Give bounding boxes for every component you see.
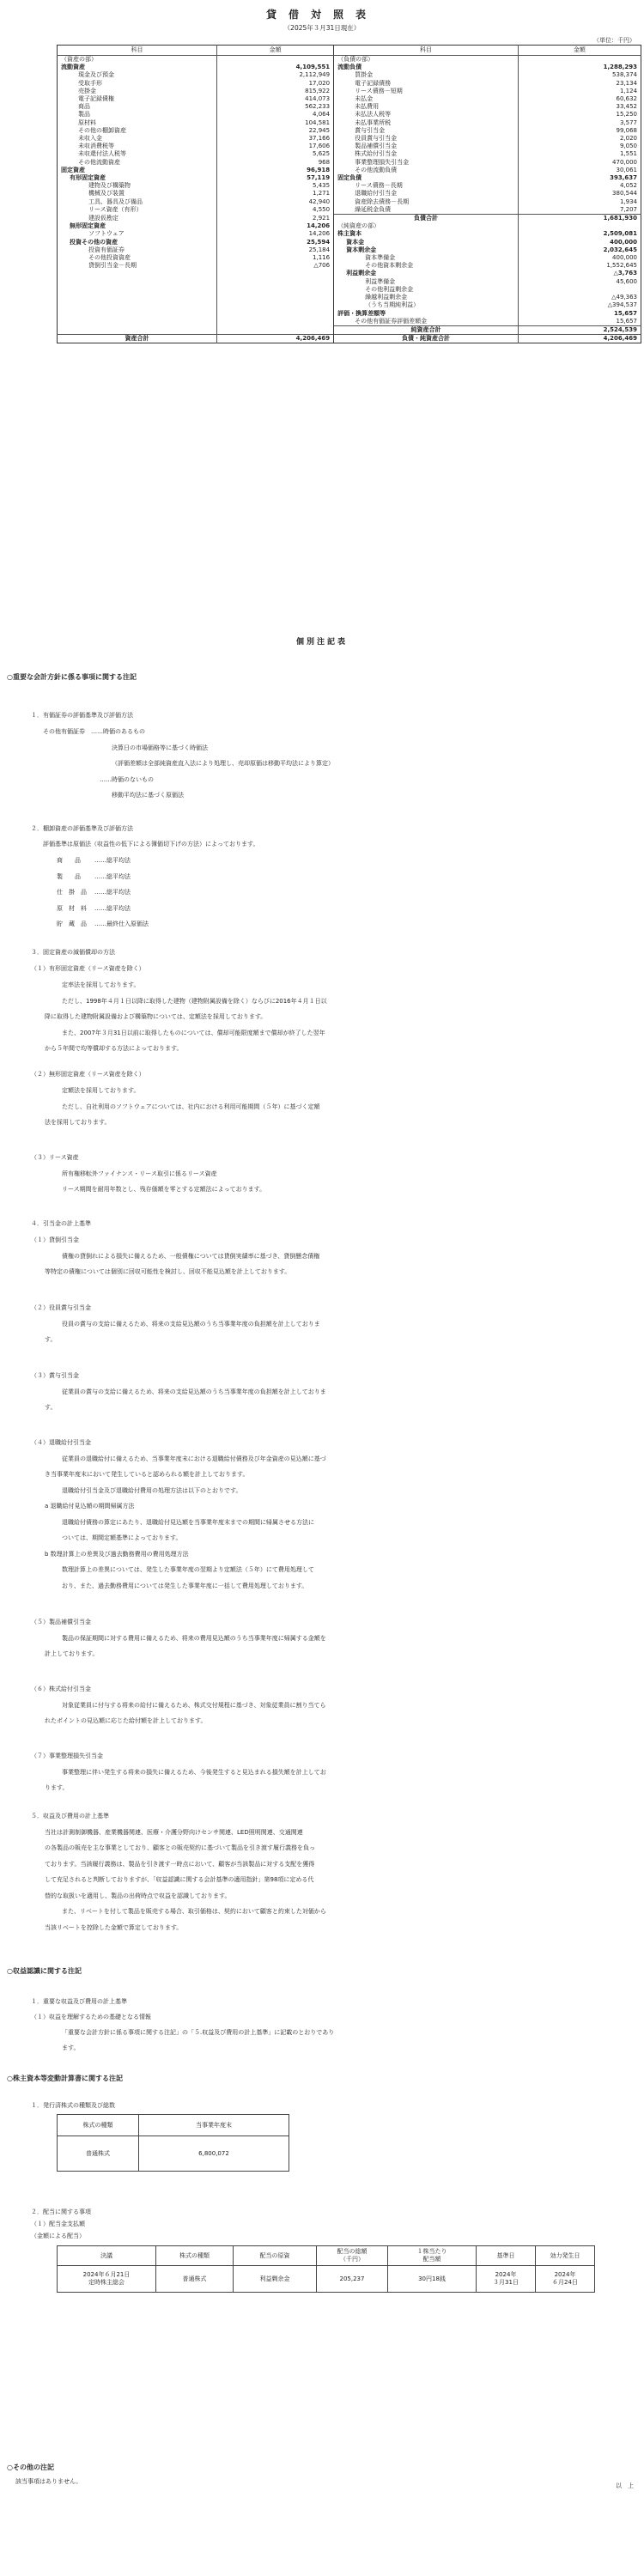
dividend-cell: 2024年 ３月31日 bbox=[477, 2266, 536, 2293]
document-title: 貸借対照表 bbox=[265, 9, 378, 21]
right-item-amount: 15,657 bbox=[518, 318, 641, 326]
note-line: の各製品の販売を主な事業としており、顧客との販売契約に基づいて製品を引き渡す履行義務を負っ bbox=[45, 1844, 315, 1851]
left-item-label: 電子記録債権 bbox=[78, 95, 114, 103]
left-empty-cell bbox=[217, 318, 334, 326]
right-item-label: 利益剰余金 bbox=[334, 270, 519, 277]
balance-sheet-row bbox=[58, 335, 641, 343]
right-item-amount: 23,134 bbox=[518, 80, 641, 88]
note-line: （評価差額は全部純資産直入法により処理し、売却原価は移動平均法により算定） bbox=[112, 760, 334, 767]
left-item-label: 機械及び装置 bbox=[88, 190, 125, 197]
section-heading: ○重要な会計方針に係る事項に関する注記 bbox=[7, 673, 137, 681]
right-item-amount: 4,206,469 bbox=[518, 335, 641, 343]
inventory-category: 原 材 料 bbox=[57, 904, 87, 912]
left-item-amount: 4,064 bbox=[217, 111, 334, 118]
inventory-method: ……最終仕入原価法 bbox=[94, 920, 149, 927]
balance-sheet-body bbox=[58, 46, 641, 343]
right-item-amount: 33,452 bbox=[518, 103, 641, 111]
balance-sheet-row bbox=[58, 127, 641, 135]
note-line: １．有価証券の評価基準及び評価方法 bbox=[31, 712, 133, 719]
header-amount: 金額 bbox=[217, 46, 334, 56]
right-item-amount: 4,052 bbox=[518, 182, 641, 190]
dividend-cell: 効力発生日 bbox=[536, 2246, 595, 2266]
note-line: 計上しております。 bbox=[45, 1650, 99, 1657]
left-item-amount: 22,945 bbox=[217, 127, 334, 135]
note-line: 製品の保証期間に対する費用に備えるため、将来の費用見込額のうち当事業年度に帰属する金額を bbox=[62, 1635, 326, 1642]
right-item-label: 負債合計 bbox=[334, 215, 519, 223]
balance-sheet-row bbox=[58, 239, 641, 246]
note-line: 降に取得した建物附属設備および構築物については、定額法を採用しております。 bbox=[45, 1013, 267, 1020]
left-empty-cell bbox=[58, 278, 217, 286]
dividend-cell: 株式の種類 bbox=[156, 2246, 234, 2266]
left-item-amount: 4,206,469 bbox=[217, 335, 334, 343]
shares-cell: 普通株式 bbox=[58, 2136, 139, 2172]
left-item-amount: △706 bbox=[217, 262, 334, 270]
note-line: 移動平均法に基づく原価法 bbox=[112, 792, 184, 799]
note-line: （１）配当金支払額 bbox=[31, 2221, 85, 2227]
left-item-amount: 815,922 bbox=[217, 88, 334, 95]
note-line: b 数理計算上の差異及び過去勤務費用の費用処理方法 bbox=[45, 1551, 189, 1558]
note-line: ……時価のないもの bbox=[100, 776, 154, 783]
right-item-label: 負債・純資産合計 bbox=[334, 335, 519, 343]
note-line: ただし、自社利用のソフトウェアについては、社内における利用可能期間（５年）に基づく定額 bbox=[62, 1103, 320, 1110]
section-heading: ○収益認識に関する注記 bbox=[7, 1967, 82, 1975]
balance-sheet-row bbox=[58, 301, 641, 309]
left-item-amount: 37,166 bbox=[217, 135, 334, 143]
left-item-label: 資産合計 bbox=[58, 335, 217, 343]
dividend-cell: 普通株式 bbox=[156, 2266, 234, 2293]
note-line: 従業員の退職給付に備えるため、当事業年度末における退職給付債務及び年金資産の見込額に基づ bbox=[62, 1455, 326, 1462]
left-item-amount: 968 bbox=[217, 159, 334, 167]
balance-sheet-row bbox=[58, 167, 641, 174]
note-line: から５年間で均等償却する方法によっております。 bbox=[45, 1045, 183, 1052]
note-line: １．発行済株式の種類及び総数 bbox=[31, 2102, 115, 2109]
note-line: おり、また、過去勤務費用については発生した事業年度に一括して費用処理しております。 bbox=[62, 1583, 308, 1589]
right-item-amount: 1,934 bbox=[518, 198, 641, 206]
balance-sheet-row bbox=[58, 278, 641, 286]
section-heading: ○株主資本等変動計算書に関する注記 bbox=[7, 2075, 123, 2082]
right-item-amount: 1,552,645 bbox=[518, 262, 641, 270]
right-item-label: 資本剰余金 bbox=[334, 246, 519, 254]
right-item-label: （負債の部） bbox=[334, 56, 519, 64]
left-item-amount: 414,073 bbox=[217, 95, 334, 103]
left-item-amount: 4,550 bbox=[217, 206, 334, 215]
left-item-label: 受取手形 bbox=[78, 79, 102, 87]
inventory-category: 製 品 bbox=[57, 872, 81, 880]
left-item-amount: 25,184 bbox=[217, 246, 334, 254]
note-line: （１）収益を理解するための基礎となる情報 bbox=[31, 2014, 151, 2020]
left-empty-cell bbox=[217, 301, 334, 309]
right-item-amount: 15,657 bbox=[518, 310, 641, 318]
balance-sheet-row bbox=[58, 190, 641, 197]
note-line: ３．固定資産の減価償却の方法 bbox=[31, 949, 115, 956]
right-item-label: 流動負債 bbox=[334, 64, 519, 71]
left-item-label: 投資有価証券 bbox=[88, 246, 125, 253]
note-line: （１）貸倒引当金 bbox=[31, 1236, 79, 1243]
dividend-cell: 配当の原資 bbox=[234, 2246, 317, 2266]
right-item-label: 製品補償引当金 bbox=[334, 143, 519, 150]
dividend-row bbox=[58, 2246, 595, 2266]
right-item-amount: 15,250 bbox=[518, 111, 641, 118]
right-item-label: 買掛金 bbox=[334, 71, 519, 79]
note-line: 対象従業員に付与する将来の給付に備えるため、株式交付規程に基づき、対象従業員に割り当てら bbox=[62, 1702, 326, 1709]
balance-sheet-row bbox=[58, 135, 641, 143]
balance-sheet-row bbox=[58, 143, 641, 150]
balance-sheet-row bbox=[58, 56, 641, 64]
right-item-amount: △3,763 bbox=[518, 270, 641, 277]
note-line: 評価基準は原価法（収益性の低下による簿価切下げの方法）によっております。 bbox=[43, 841, 259, 848]
left-item-label: 商品 bbox=[78, 103, 90, 111]
right-item-amount: 2,032,645 bbox=[518, 246, 641, 254]
left-empty-cell bbox=[58, 270, 217, 277]
note-line: 替的な取扱いを適用し、製品の出荷時点で収益を認識しております。 bbox=[45, 1893, 231, 1899]
note-line: 事業整理に伴い発生する将来の損失に備えるため、今後発生すると見込まれる損失額を計上してお bbox=[62, 1769, 326, 1776]
dividend-cell: 2024年６月21日 定時株主総会 bbox=[58, 2266, 156, 2293]
right-item-label: 評価・換算差額等 bbox=[334, 310, 519, 318]
left-item-amount: 14,206 bbox=[217, 230, 334, 238]
right-item-label: 資産除去債務－長期 bbox=[334, 198, 519, 206]
note-line: （３）リース資産 bbox=[31, 1154, 79, 1161]
balance-sheet-row bbox=[58, 64, 641, 71]
right-item-amount: 45,600 bbox=[518, 278, 641, 286]
left-item-amount: 2,921 bbox=[217, 215, 334, 223]
left-empty-cell bbox=[58, 310, 217, 318]
dividend-cell: 決議 bbox=[58, 2246, 156, 2266]
left-item-label: 有形固定資産 bbox=[70, 174, 106, 182]
dividend-cell: 205,237 bbox=[317, 2266, 388, 2293]
left-item-label: 貸倒引当金－長期 bbox=[88, 262, 137, 270]
balance-sheet-row bbox=[58, 119, 641, 127]
note-line: す。 bbox=[45, 1404, 57, 1411]
left-item-label: 製品 bbox=[78, 111, 90, 118]
left-item-label: 売掛金 bbox=[78, 87, 96, 94]
left-item-amount: 5,625 bbox=[217, 150, 334, 158]
right-item-amount: 470,000 bbox=[518, 159, 641, 167]
shares-cell: 6,800,072 bbox=[139, 2136, 289, 2172]
note-line: 等特定の債権については個別に回収可能性を検討し、回収不能見込額を計上しております。 bbox=[45, 1268, 291, 1275]
left-item-amount: 57,119 bbox=[217, 174, 334, 182]
right-item-amount: 1,288,293 bbox=[518, 64, 641, 71]
header-item: 科目 bbox=[334, 46, 519, 56]
right-item-amount: 400,000 bbox=[518, 239, 641, 246]
right-item-amount: 2,509,081 bbox=[518, 230, 641, 238]
dividend-cell: 基準日 bbox=[477, 2246, 536, 2266]
note-line: 数理計算上の差異については、発生した事業年度の翌期より定額法（５年）にて費用処理して bbox=[62, 1566, 314, 1573]
left-empty-cell bbox=[217, 270, 334, 277]
left-item-amount: 14,206 bbox=[217, 222, 334, 230]
shares-table bbox=[57, 2114, 289, 2172]
left-item-amount: 104,581 bbox=[217, 119, 334, 127]
inventory-method: ……総平均法 bbox=[94, 904, 131, 912]
note-line: （２）無形固定資産（リース資産を除く） bbox=[31, 1071, 145, 1078]
note-line: リース期間を耐用年数とし、残存価額を零とする定額法によっております。 bbox=[62, 1186, 266, 1193]
right-item-label: 資本金 bbox=[334, 239, 519, 246]
left-item-amount: 25,594 bbox=[217, 239, 334, 246]
left-item-label: 建設仮勘定 bbox=[88, 214, 118, 222]
inventory-category: 貯 蔵 品 bbox=[57, 920, 87, 927]
right-item-label: その他流動負債 bbox=[334, 167, 519, 174]
inventory-method: ……総平均法 bbox=[94, 872, 131, 880]
balance-sheet-row bbox=[58, 150, 641, 158]
balance-sheet-row bbox=[58, 174, 641, 182]
left-item-amount: 5,435 bbox=[217, 182, 334, 190]
note-line: また、リベートを付して製品を販売する場合、取引価格は、契約において顧客と約束した対価から bbox=[62, 1908, 326, 1915]
right-item-amount: 400,000 bbox=[518, 254, 641, 262]
inventory-category: 商 品 bbox=[57, 857, 81, 864]
right-item-label: 事業整理損失引当金 bbox=[334, 159, 519, 167]
balance-sheet-row bbox=[58, 262, 641, 270]
note-line: ４．引当金の計上基準 bbox=[31, 1220, 91, 1227]
left-item-label: リース資産（有形） bbox=[88, 206, 143, 214]
right-item-amount: 99,068 bbox=[518, 127, 641, 135]
note-line: 退職給付債務の算定にあたり、退職給付見込額を当事業年度末までの期間に帰属させる方法に bbox=[62, 1519, 314, 1526]
balance-sheet-row bbox=[58, 206, 641, 215]
note-line: （６）株式給付引当金 bbox=[31, 1686, 91, 1692]
right-item-label: その他利益剰余金 bbox=[334, 286, 519, 294]
note-line: 所有権移転外ファイナンス・リース取引に係るリース資産 bbox=[62, 1170, 217, 1177]
right-item-label: 繰越利益剰余金 bbox=[334, 294, 519, 301]
right-item-label: 固定負債 bbox=[334, 174, 519, 182]
right-item-label: 賞与引当金 bbox=[334, 127, 519, 135]
left-item-label: 工具、器具及び備品 bbox=[88, 197, 143, 205]
note-line: 退職給付引当金及び退職給付費用の処理方法は以下のとおりです。 bbox=[62, 1487, 242, 1494]
left-item-label: 投資その他の資産 bbox=[70, 238, 118, 246]
right-item-amount: △394,537 bbox=[518, 301, 641, 309]
left-item-label: 未収入金 bbox=[78, 135, 102, 143]
note-line: 定率法を採用しております。 bbox=[62, 981, 140, 988]
left-item-amount: 17,606 bbox=[217, 143, 334, 150]
balance-sheet-row bbox=[58, 246, 641, 254]
right-item-label: その他資本剰余金 bbox=[334, 262, 519, 270]
right-item-label: （純資産の部） bbox=[334, 222, 519, 230]
balance-sheet-row bbox=[58, 95, 641, 103]
balance-sheet-row bbox=[58, 215, 641, 223]
right-item-amount bbox=[518, 222, 641, 230]
left-empty-cell bbox=[58, 301, 217, 309]
right-item-amount: 1,124 bbox=[518, 88, 641, 95]
note-line: 「重要な会計方針に係る事項に関する注記」の「５.収益及び費用の計上基準」に記載のとおりであり bbox=[62, 2029, 335, 2036]
right-item-amount: 393,637 bbox=[518, 174, 641, 182]
right-item-label: 資本準備金 bbox=[334, 254, 519, 262]
left-item-label: 流動資産 bbox=[61, 64, 85, 71]
balance-sheet-row bbox=[58, 159, 641, 167]
left-item-amount: 17,020 bbox=[217, 80, 334, 88]
left-item-label: 無形固定資産 bbox=[70, 222, 106, 230]
left-empty-cell bbox=[58, 286, 217, 294]
note-line: 従業員の賞与の支給に備えるため、将来の支給見込額のうち当事業年度の負担額を計上しておりま bbox=[62, 1388, 326, 1395]
balance-sheet-row bbox=[58, 111, 641, 118]
note-line: ついては、期間定額基準によっております。 bbox=[62, 1534, 182, 1541]
left-item-amount bbox=[217, 56, 334, 64]
right-item-amount: 538,374 bbox=[518, 71, 641, 79]
note-line: （３）賞与引当金 bbox=[31, 1372, 79, 1379]
balance-sheet-row bbox=[58, 318, 641, 326]
balance-sheet-row bbox=[58, 286, 641, 294]
left-empty-cell bbox=[58, 318, 217, 326]
note-line: １．重要な収益及び費用の計上基準 bbox=[31, 1998, 127, 2005]
left-item-label: その他の棚卸資産 bbox=[78, 126, 126, 134]
left-item-label: 未収消費税等 bbox=[78, 143, 114, 150]
left-item-amount: 96,918 bbox=[217, 167, 334, 174]
note-line: 債権の貸倒れによる損失に備えるため、一般債権については貸倒実績率に基づき、貸倒懸念債権 bbox=[62, 1253, 320, 1260]
left-item-label: 固定資産 bbox=[61, 166, 85, 173]
note-line: 役員の賞与の支給に備えるため、将来の支給見込額のうち当事業年度の負担額を計上しておりま bbox=[62, 1321, 320, 1327]
note-line: また、2007年３月31日以前に取得したものについては、償却可能限度額まで償却が終了した翌年 bbox=[62, 1030, 325, 1036]
right-item-label: 未払法人税等 bbox=[334, 111, 519, 118]
left-empty-cell bbox=[58, 294, 217, 301]
inventory-category: 仕 掛 品 bbox=[57, 889, 87, 896]
note-line: ただし、1998年４月１日以降に取得した建物（建物附属設備を除く）ならびに2016年４月１日以 bbox=[62, 998, 327, 1005]
left-item-amount: 562,233 bbox=[217, 103, 334, 111]
right-item-amount: 3,577 bbox=[518, 119, 641, 127]
balance-sheet-row bbox=[58, 222, 641, 230]
left-empty-cell bbox=[58, 325, 217, 334]
balance-sheet-row bbox=[58, 294, 641, 301]
right-item-amount: 2,020 bbox=[518, 135, 641, 143]
left-item-amount: 1,271 bbox=[217, 190, 334, 197]
right-item-label: 未払金 bbox=[334, 95, 519, 103]
balance-sheet-row bbox=[58, 80, 641, 88]
inventory-method: ……総平均法 bbox=[94, 889, 131, 896]
note-line: （５）製品補償引当金 bbox=[31, 1619, 91, 1625]
note-line: 該当事項はありません。 bbox=[15, 2478, 82, 2485]
balance-sheet-header bbox=[58, 46, 641, 56]
section-heading: ○その他の注記 bbox=[7, 2464, 54, 2471]
dividend-row bbox=[58, 2266, 595, 2293]
right-item-amount: 9,050 bbox=[518, 143, 641, 150]
note-line: （２）役員賞与引当金 bbox=[31, 1304, 91, 1311]
left-item-label: 現金及び預金 bbox=[78, 71, 114, 79]
note-line: （１）有形固定資産（リース資産を除く） bbox=[31, 965, 145, 972]
note-line: ２．配当に関する事項 bbox=[31, 2208, 91, 2215]
left-item-amount: 42,940 bbox=[217, 198, 334, 206]
dividend-cell: １株当たり 配当額 bbox=[388, 2246, 477, 2266]
right-item-amount: 7,207 bbox=[518, 206, 641, 215]
right-item-label: 純資産合計 bbox=[334, 325, 519, 334]
right-item-label: 未払事業所税 bbox=[334, 119, 519, 127]
left-empty-cell bbox=[217, 325, 334, 334]
left-item-label: その他投資資産 bbox=[88, 254, 131, 262]
right-item-amount bbox=[518, 286, 641, 294]
document-date: （2025年３月31日現在） bbox=[283, 24, 361, 32]
note-line: 決算日の市場価格等に基づく時価法 bbox=[112, 744, 208, 751]
left-item-label: 建物及び構築物 bbox=[88, 182, 131, 190]
dividend-table bbox=[57, 2245, 595, 2293]
note-line: れたポイントの見込額に応じた給付額を計上しております。 bbox=[45, 1717, 207, 1724]
balance-sheet-row bbox=[58, 310, 641, 318]
right-item-label: 電子記録債務 bbox=[334, 80, 519, 88]
note-line: ります。 bbox=[45, 1784, 69, 1791]
right-item-amount: 1,551 bbox=[518, 150, 641, 158]
left-empty-cell bbox=[217, 310, 334, 318]
shares-cell: 当事業年度末 bbox=[139, 2115, 289, 2136]
right-item-amount bbox=[518, 56, 641, 64]
inventory-method: ……総平均法 bbox=[94, 857, 131, 864]
right-item-label: （うち当期純利益） bbox=[334, 301, 519, 309]
right-item-amount: △49,363 bbox=[518, 294, 641, 301]
shares-row bbox=[58, 2115, 289, 2136]
header-item: 科目 bbox=[58, 46, 217, 56]
left-item-label: 未収還付法人税等 bbox=[78, 150, 126, 158]
note-line: （７）事業整理損失引当金 bbox=[31, 1753, 103, 1759]
balance-sheet-row bbox=[58, 71, 641, 79]
note-line: ます。 bbox=[62, 2044, 80, 2051]
note-line: （金額による配当） bbox=[31, 2233, 85, 2239]
right-item-label: 退職給付引当金 bbox=[334, 190, 519, 197]
right-item-label: 繰延税金負債 bbox=[334, 206, 519, 215]
note-line: して充足されると判断しておりますが、「収益認識に関する会計基準の適用指針」第98項に定める代 bbox=[45, 1876, 314, 1883]
right-item-label: リース債務－長期 bbox=[334, 182, 519, 190]
left-empty-cell bbox=[217, 278, 334, 286]
balance-sheet-row bbox=[58, 254, 641, 262]
right-item-label: 株主資本 bbox=[334, 230, 519, 238]
notes-title: 個別注記表 bbox=[295, 638, 348, 647]
balance-sheet-row bbox=[58, 325, 641, 334]
dividend-cell: 配当の総額 （千円） bbox=[317, 2246, 388, 2266]
end-mark: 以 上 bbox=[616, 2482, 634, 2489]
left-item-label: その他流動資産 bbox=[78, 158, 120, 166]
balance-sheet-row bbox=[58, 270, 641, 277]
right-item-amount: 60,632 bbox=[518, 95, 641, 103]
balance-sheet-row bbox=[58, 198, 641, 206]
balance-sheet-table bbox=[57, 45, 641, 343]
left-item-label: ソフトウェア bbox=[88, 230, 125, 238]
right-item-amount: 1,681,930 bbox=[518, 215, 641, 223]
right-item-amount: 2,524,539 bbox=[518, 325, 641, 334]
dividend-cell: 2024年 ６月24日 bbox=[536, 2266, 595, 2293]
note-line: す。 bbox=[45, 1336, 57, 1343]
right-item-label: 利益準備金 bbox=[334, 278, 519, 286]
right-item-label: 未払費用 bbox=[334, 103, 519, 111]
note-line: 法を採用しております。 bbox=[45, 1119, 111, 1126]
note-line: 当社は計測制御機器、産業機器関連、医療・介護分野向けセンサ関連、LED照明関連、交通関連 bbox=[45, 1829, 303, 1836]
dividend-cell: 30円18銭 bbox=[388, 2266, 477, 2293]
balance-sheet-row bbox=[58, 182, 641, 190]
shares-row bbox=[58, 2136, 289, 2172]
note-line: 定額法を採用しております。 bbox=[62, 1087, 140, 1094]
right-item-label: その他有価証券評価差額金 bbox=[334, 318, 519, 326]
balance-sheet-row bbox=[58, 88, 641, 95]
note-line: 当該リベートを控除した金額で算定しております。 bbox=[45, 1924, 183, 1931]
right-item-amount: 30,061 bbox=[518, 167, 641, 174]
note-line: ５．収益及び費用の計上基準 bbox=[31, 1813, 109, 1820]
left-empty-cell bbox=[217, 286, 334, 294]
unit-label: （単位：千円） bbox=[593, 37, 635, 44]
right-item-label: 役員賞与引当金 bbox=[334, 135, 519, 143]
left-item-label: 原材料 bbox=[78, 118, 96, 126]
right-item-amount: 380,544 bbox=[518, 190, 641, 197]
left-empty-cell bbox=[217, 294, 334, 301]
note-line: ２．棚卸資産の評価基準及び評価方法 bbox=[31, 825, 133, 832]
left-item-amount: 1,116 bbox=[217, 254, 334, 262]
note-line: ております。当該履行義務は、製品を引き渡す一時点において、顧客が当該製品に対する支配を獲得 bbox=[45, 1861, 315, 1868]
balance-sheet-row bbox=[58, 230, 641, 238]
right-item-label: 株式給付引当金 bbox=[334, 150, 519, 158]
balance-sheet-row bbox=[58, 103, 641, 111]
header-amount: 金額 bbox=[518, 46, 641, 56]
left-item-amount: 2,112,949 bbox=[217, 71, 334, 79]
right-item-label: リース債務－短期 bbox=[334, 88, 519, 95]
note-line: a 退職給付見込額の期間帰属方法 bbox=[45, 1503, 135, 1510]
note-line: き当事業年度末において発生していると認められる額を計上しております。 bbox=[45, 1471, 249, 1478]
left-item-label: （資産の部） bbox=[61, 56, 97, 63]
note-line: その他有価証券 ……時価のあるもの bbox=[43, 728, 145, 735]
shares-cell: 株式の種類 bbox=[58, 2115, 139, 2136]
left-item-amount: 4,109,551 bbox=[217, 64, 334, 71]
dividend-cell: 利益剰余金 bbox=[234, 2266, 317, 2293]
note-line: （４）退職給付引当金 bbox=[31, 1439, 91, 1446]
